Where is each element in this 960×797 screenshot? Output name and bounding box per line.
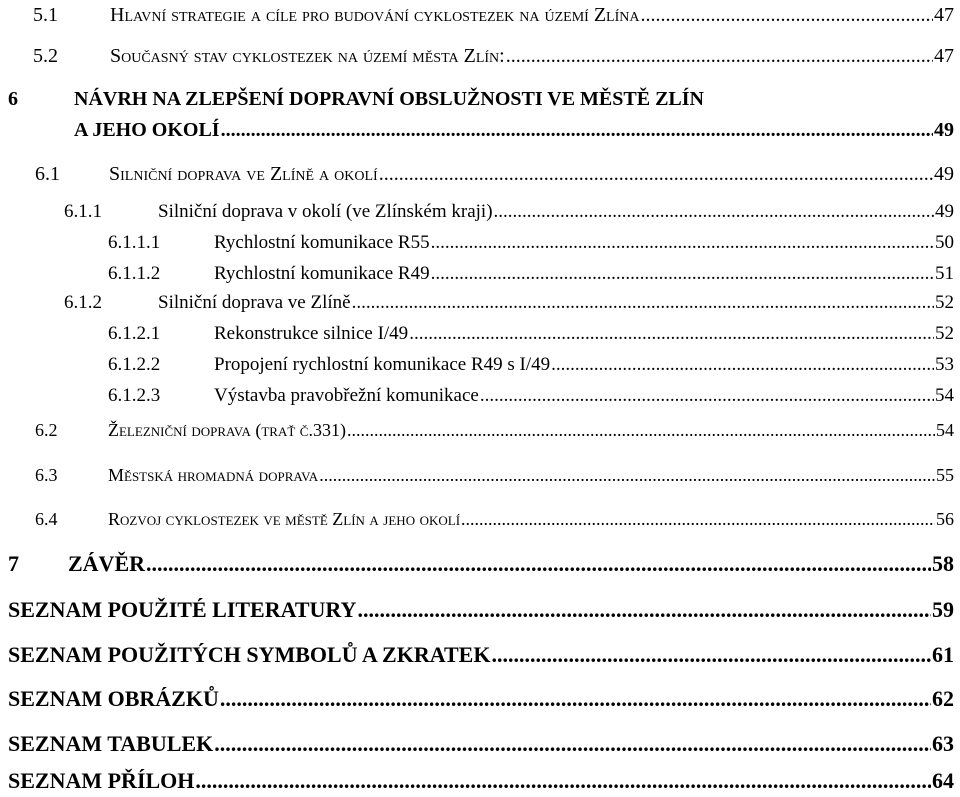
toc-leader-dots bbox=[480, 385, 934, 407]
toc-leader-dots bbox=[214, 731, 931, 757]
toc-entry-title: Železniční doprava (trať č.331) bbox=[108, 420, 346, 440]
toc-entry[interactable] bbox=[0, 768, 954, 794]
toc-entry-page: 58 bbox=[932, 551, 954, 576]
toc-entry-number: 6.1.2 bbox=[64, 292, 102, 313]
toc-entry-title: Rozvoj cyklostezek ve městě Zlín a jeho okolí bbox=[108, 509, 461, 529]
toc-entry-title: SEZNAM POUŽITÝCH SYMBOLŮ A ZKRATEK bbox=[8, 642, 491, 667]
toc-entry[interactable] bbox=[0, 465, 954, 486]
toc-entry-page: 52 bbox=[935, 292, 954, 313]
toc-entry-title: Městská hromadná doprava bbox=[108, 465, 319, 485]
toc-entry-page: 54 bbox=[936, 420, 954, 440]
toc-entry-number: 6.1.2.3 bbox=[108, 385, 161, 406]
toc-entry-page: 50 bbox=[935, 232, 954, 253]
toc-entry[interactable] bbox=[0, 201, 954, 223]
toc-entry-title: SEZNAM PŘÍLOH bbox=[8, 768, 195, 793]
toc-entry[interactable] bbox=[0, 731, 954, 757]
toc-entry-page: 49 bbox=[934, 163, 954, 185]
toc-entry[interactable] bbox=[0, 292, 954, 314]
toc-entry-page: 51 bbox=[935, 263, 954, 284]
toc-entry[interactable] bbox=[0, 4, 954, 27]
toc-entry-page: 59 bbox=[932, 597, 954, 622]
toc-leader-dots bbox=[221, 119, 933, 142]
toc-leader-dots bbox=[551, 354, 934, 376]
toc-leader-dots bbox=[347, 420, 935, 441]
toc-entry-number: 6.1 bbox=[35, 163, 60, 185]
toc-entry-title: NÁVRH NA ZLEPŠENÍ DOPRAVNÍ OBSLUŽNOSTI VE MĚSTĚ ZLÍN bbox=[74, 88, 704, 110]
toc-entry-page: 49 bbox=[935, 201, 954, 222]
toc-entry-title: SEZNAM POUŽITÉ LITERATURY bbox=[8, 597, 357, 622]
toc-leader-dots bbox=[352, 292, 934, 314]
toc-entry[interactable] bbox=[0, 163, 954, 186]
toc-leader-dots bbox=[461, 509, 935, 530]
toc-entry-page: 49 bbox=[934, 119, 954, 141]
toc-leader-dots bbox=[506, 45, 933, 68]
toc-entry-number: 6.1.1.1 bbox=[108, 232, 161, 253]
toc-leader-dots bbox=[195, 768, 931, 794]
toc-leader-dots bbox=[640, 4, 933, 27]
toc-entry-title: ZÁVĚR bbox=[68, 551, 146, 576]
toc-entry-page: 54 bbox=[935, 385, 954, 406]
toc-entry-number: 6.4 bbox=[35, 509, 58, 529]
toc-entry[interactable] bbox=[0, 686, 954, 712]
toc-entry-number: 6.3 bbox=[35, 465, 58, 485]
toc-entry[interactable] bbox=[0, 88, 954, 111]
toc-entry[interactable] bbox=[0, 263, 954, 285]
toc-leader-dots bbox=[357, 597, 931, 623]
toc-entry-title: Rychlostní komunikace R55 bbox=[214, 232, 430, 253]
toc-entry[interactable] bbox=[0, 420, 954, 441]
toc-entry-title: Propojení rychlostní komunikace R49 s I/49 bbox=[214, 354, 551, 375]
toc-entry-number: 5.2 bbox=[33, 45, 58, 67]
toc-leader-dots bbox=[431, 263, 934, 285]
toc-entry-title: Silniční doprava ve Zlíně a okolí bbox=[109, 163, 378, 185]
toc-entry-page: 47 bbox=[934, 4, 954, 26]
toc-leader-dots bbox=[409, 323, 934, 345]
toc-entry-title: SEZNAM OBRÁZKŮ bbox=[8, 686, 219, 711]
toc-entry-page: 47 bbox=[934, 45, 954, 67]
toc-entry-title: Hlavní strategie a cíle pro budování cyklostezek na území Zlína bbox=[110, 4, 640, 26]
toc-leader-dots bbox=[494, 201, 934, 223]
toc-entry[interactable] bbox=[0, 642, 954, 668]
toc-entry-number: 6.1.1.2 bbox=[108, 263, 161, 284]
toc-entry[interactable] bbox=[0, 597, 954, 623]
toc-entry-page: 55 bbox=[936, 465, 954, 485]
toc-entry[interactable] bbox=[0, 354, 954, 376]
toc-leader-dots bbox=[431, 232, 934, 254]
toc-leader-dots bbox=[319, 465, 935, 486]
toc-entry-number: 5.1 bbox=[33, 4, 58, 26]
toc-entry-title: Výstavba pravobřežní komunikace bbox=[214, 385, 479, 406]
toc-entry-continuation[interactable] bbox=[0, 119, 954, 142]
toc-entry[interactable] bbox=[0, 45, 954, 68]
toc-leader-dots bbox=[491, 642, 931, 668]
toc-entry-number: 6.1.2.1 bbox=[108, 323, 161, 344]
toc-entry-number: 6 bbox=[8, 88, 18, 110]
toc-entry-number: 7 bbox=[8, 551, 19, 576]
toc-entry-number: 6.1.2.2 bbox=[108, 354, 161, 375]
toc-entry-title: Rekonstrukce silnice I/49 bbox=[214, 323, 409, 344]
toc-entry[interactable] bbox=[0, 232, 954, 254]
toc-entry-title: SEZNAM TABULEK bbox=[8, 731, 214, 756]
toc-leader-dots bbox=[220, 686, 931, 712]
toc-entry[interactable] bbox=[0, 385, 954, 407]
toc-entry-title-line2: A JEHO OKOLÍ bbox=[74, 119, 220, 141]
toc-entry-page: 63 bbox=[932, 731, 954, 756]
toc-entry[interactable] bbox=[0, 509, 954, 530]
toc-entry[interactable] bbox=[0, 323, 954, 345]
toc-entry-number: 6.2 bbox=[35, 420, 58, 440]
toc-entry-page: 56 bbox=[936, 509, 954, 529]
toc-entry-title: Rychlostní komunikace R49 bbox=[214, 263, 430, 284]
toc-leader-dots bbox=[146, 551, 931, 577]
toc-entry-page: 62 bbox=[932, 686, 954, 711]
toc-entry-title: Současný stav cyklostezek na území města Zlín: bbox=[110, 45, 505, 67]
toc-entry-page: 52 bbox=[935, 323, 954, 344]
toc-entry-page: 61 bbox=[932, 642, 954, 667]
toc-entry-title: Silniční doprava ve Zlíně bbox=[158, 292, 351, 313]
toc-entry-number: 6.1.1 bbox=[64, 201, 102, 222]
toc-entry-title: Silniční doprava v okolí (ve Zlínském kraji) bbox=[158, 201, 493, 222]
toc-entry-page: 53 bbox=[935, 354, 954, 375]
toc-leader-dots bbox=[379, 163, 933, 186]
toc-entry[interactable] bbox=[0, 551, 954, 577]
toc-entry-page: 64 bbox=[932, 768, 954, 793]
